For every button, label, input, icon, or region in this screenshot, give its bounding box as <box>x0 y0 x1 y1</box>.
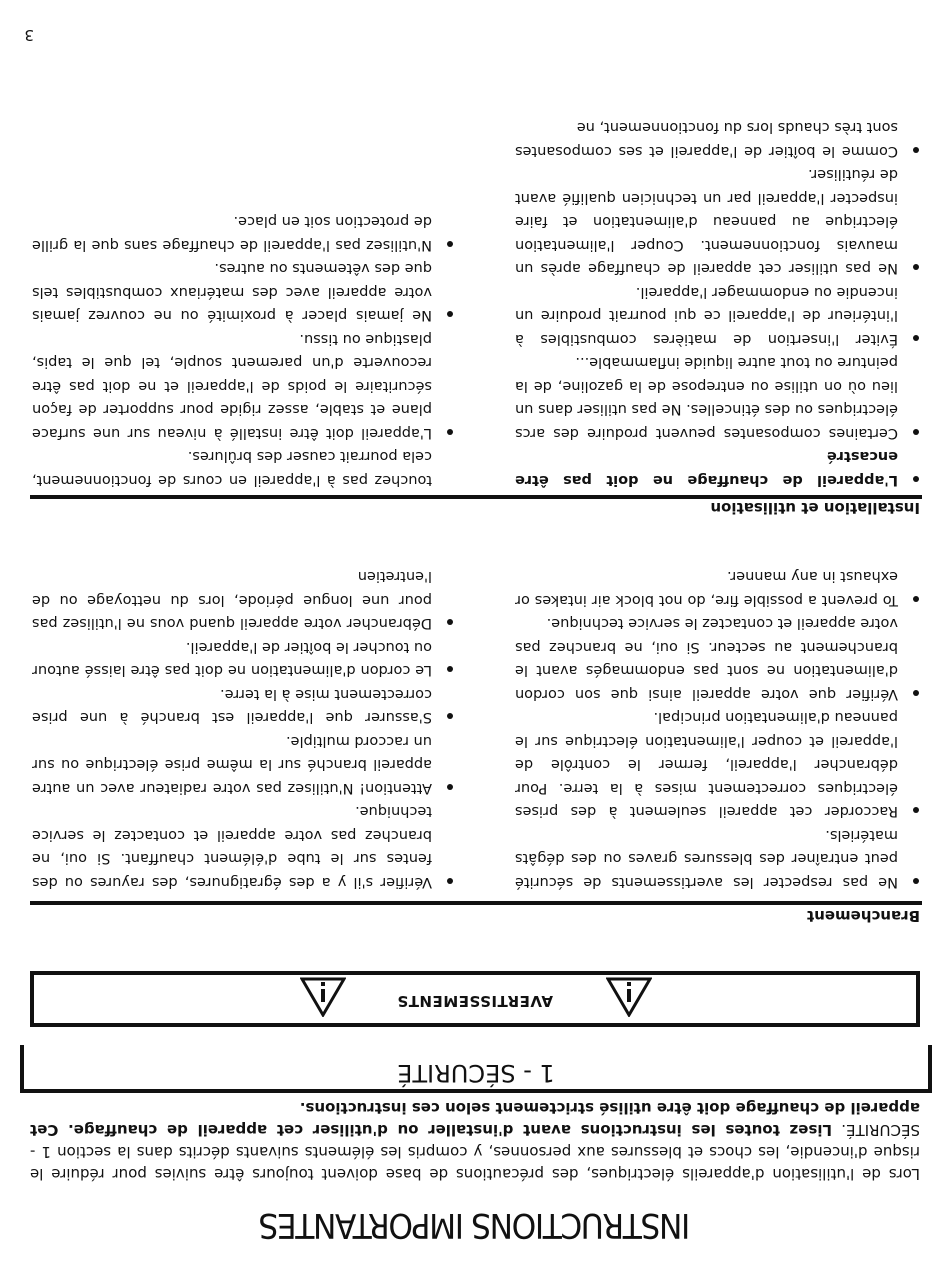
bullet-text: Attention! N'utilisez pas votre radiateur avec un autre appareil branché sur la même prise électrique ou sur un raccord multiple. <box>32 733 432 796</box>
bullet-text: Le cordon d'alimentation ne doit pas être laissé autour ou toucher le boîtier de l'appareil. <box>32 639 432 679</box>
bullet-text: Comme le boîtier de l'appareil et ses composantes sont très chauds lors du fonctionnement, ne <box>515 119 898 159</box>
bullet-item <box>32 682 432 729</box>
bullet-item <box>515 444 898 491</box>
bullet-item <box>32 256 432 327</box>
bullet-dot-icon <box>447 241 453 247</box>
bullet-text: Vérifier s'il y a des égratignures, des rayures ou des fentes sur le tube d'élément chauffant. Si oui, ne branchez pas votre appareil et contactez le service technique. <box>32 803 432 890</box>
bullet-text: Raccorder cet appareil seulement à des prises électriques correctement mises à la terre. Pour débrancher l'appareil, fermer le contrôle de l'appareil et couper l'alimentation électrique sur le panneau d'alimentation principal. <box>515 709 898 820</box>
bullet-dot-icon <box>447 620 453 626</box>
installation-heading: Installation et utilisation <box>710 499 920 517</box>
bullet-dot-icon <box>913 596 919 602</box>
bullet-item <box>32 729 432 800</box>
warning-label: AVERTISSEMENTS <box>396 992 554 1010</box>
intro-bold-text: Lisez toutes les instructions avant d'installer ou d'utiliser cet appareil de chauffage. Cet appareil de chauffage doit être utilisé strictement selon ces instructions. <box>29 1099 920 1139</box>
bullet-item <box>515 611 898 705</box>
bullet-item <box>515 705 898 823</box>
section-title: 1 - SÉCURITÉ <box>397 1059 555 1087</box>
bullet-item <box>515 564 898 611</box>
bullet-item <box>32 327 432 445</box>
section-header-bar <box>20 1045 932 1093</box>
continuation-text: touchez pas à l'appareil en cours de fonctionnement, cela pourrait causer des brûlures. <box>32 448 432 488</box>
page-number: 3 <box>24 26 34 44</box>
bullet-dot-icon <box>913 429 919 435</box>
bullet-item <box>32 564 432 635</box>
branchement-heading: Branchement <box>806 907 920 925</box>
bullet-dot-icon <box>913 147 919 153</box>
bullet-text: Éviter l'insertion de matières combustibles à l'intérieur de l'appareil ce qui pourrait produire un incendie ou endommager l'appareil. <box>515 284 898 347</box>
bullet-dot-icon <box>447 312 453 318</box>
bullet-item <box>515 823 898 894</box>
installation-left-column <box>515 115 898 491</box>
bullet-text: Ne pas utiliser cet appareil de chauffage après un mauvais fonctionnement. Couper l'alimentation électrique au panneau d'alimentation et faire inspecter l'appareil par un technicien qualifié avant de réutiliser. <box>515 166 898 277</box>
warning-triangle-icon <box>300 977 346 1017</box>
bullet-item <box>515 350 898 444</box>
bullet-item <box>32 799 432 893</box>
bullet-dot-icon <box>913 808 919 814</box>
warning-box <box>30 971 920 1027</box>
bullet-dot-icon <box>447 784 453 790</box>
bullet-text: To prevent a possible fire, do not block air intakes or exhaust in any manner. <box>515 568 898 608</box>
bullet-item <box>32 635 432 682</box>
bullet-dot-icon <box>913 265 919 271</box>
bullet-text: Vérifier que votre appareil ainsi que son cordon d'alimentation ne sont pas endommagés avant le branchement au secteur. Si oui, ne branchez pas votre appareil et contactez le service technique. <box>515 615 898 702</box>
installation-right-column <box>32 209 432 491</box>
bullet-text: Ne jamais placer à proximité ou ne couvrez jamais votre appareil avec des matériaux combustibles tels que des vêtements ou autres. <box>32 260 432 324</box>
bullet-item <box>515 280 898 351</box>
bullet-dot-icon <box>913 335 919 341</box>
bullet-dot-icon <box>447 878 453 884</box>
section-divider <box>30 901 922 905</box>
bullet-text: Certaines composantes peuvent produire des arcs électriques ou des étincelles. Ne pas utiliser dans un lieu où on utilise ou entrepose de la gazoline, de la peinture ou tout autre liquide inflammable... <box>515 354 898 441</box>
bullet-dot-icon <box>913 476 919 482</box>
bullet-item <box>515 162 898 280</box>
bullet-dot-icon <box>447 714 453 720</box>
bullet-text: L'appareil doit être installé à niveau sur une surface plane et stable, assez rigide pour supporter de façon sécuritaire le poids de l'appareil et ne doit pas être recouverte d'un parement souple, tel que le tapis, plastique ou tissu. <box>32 331 432 441</box>
bullet-dot-icon <box>913 878 919 884</box>
branchement-right-column <box>32 564 432 893</box>
bullet-dot-icon <box>913 690 919 696</box>
section-divider <box>30 495 922 499</box>
bullet-dot-icon <box>447 429 453 435</box>
bullet-dot-icon <box>447 667 453 673</box>
bullet-text: L'appareil de chauffage ne doit pas être encastré <box>515 448 898 488</box>
intro-text: Lors de l'utilisation d'appareils électriques, des précautions de base doivent toujours être suivies pour réduire le risque d'incendie, les chocs et blessures aux personnes, y compris les éléments suivants décrits dans la section 1 - SÉCURITÉ. <box>30 1121 920 1183</box>
bullet-text: S'assurer que l'appareil est branché à une prise correctement mise à la terre. <box>32 686 432 726</box>
branchement-left-column <box>515 564 898 893</box>
bullet-text: N'utilisez pas l'appareil de chauffage sans que la grille de protection soit en place. <box>32 213 432 253</box>
bullet-text: Débrancher votre appareil quand vous ne l'utilisez pas pour une longue période, lors du nettoyage ou de l'entretien <box>32 568 432 632</box>
page-title: INSTRUCTIONS IMPORTANTES <box>259 1205 691 1245</box>
bullet-text: Ne pas respecter les avertissements de sécurité peut entraîner des blessures graves ou des dégâts matériels. <box>515 827 898 890</box>
bullet-item <box>32 209 432 256</box>
intro-paragraph <box>30 1097 920 1185</box>
bullet-item <box>515 115 898 162</box>
